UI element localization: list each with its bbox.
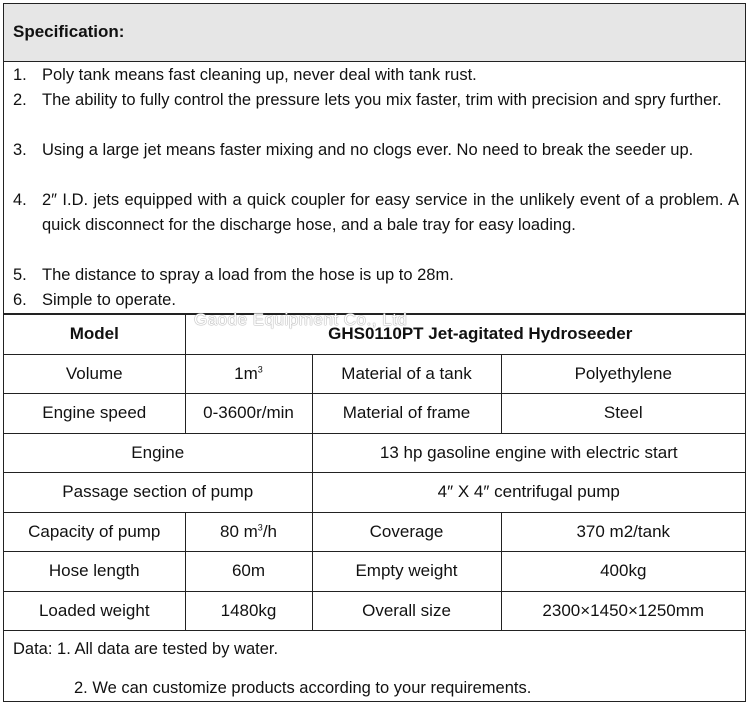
overall-size-label: Overall size: [312, 591, 501, 631]
table-row: [4, 354, 745, 394]
table-row: [4, 433, 745, 473]
table-row: [4, 394, 745, 434]
pump-capacity-label: Capacity of pump: [4, 512, 185, 552]
loaded-weight-value: 1480kg: [185, 591, 312, 631]
engine-speed-value: 0-3600r/min: [185, 394, 312, 434]
hose-length-value: 60m: [185, 552, 312, 592]
volume-label: Volume: [4, 354, 185, 394]
spec-table: [4, 314, 745, 631]
list-item: 4. 2″ I.D. jets equipped with a quick coupler for easy service in the unlikely event of a problem. A quick disconnect for the discharge hose, and a bale tray for easy loading.: [13, 191, 739, 234]
engine-value: 13 hp gasoline engine with electric start: [312, 433, 745, 473]
coverage-label: Coverage: [312, 512, 501, 552]
spec-title: Specification:: [13, 22, 125, 41]
coverage-value: 370 m2/tank: [501, 512, 745, 552]
volume-value: $1m^3$: [185, 354, 312, 394]
engine-speed-label: Engine speed: [4, 394, 185, 434]
note-line-2: 2. We can customize products according to your requirements.: [74, 679, 532, 697]
table-row: [4, 512, 745, 552]
spec-header: [4, 4, 745, 62]
frame-material-value: Steel: [501, 394, 745, 434]
loaded-weight-label: Loaded weight: [4, 591, 185, 631]
tank-material-value: Polyethylene: [501, 354, 745, 394]
hose-length-label: Hose length: [4, 552, 185, 592]
table-row: [4, 473, 745, 513]
notes: [4, 631, 745, 703]
pump-capacity-value: 80 $m^3/h$: [185, 512, 312, 552]
passage-label: Passage section of pump: [4, 473, 312, 513]
model-value: GHS0110PT Jet-agitated Hydroseeder: [185, 315, 745, 355]
tank-material-label: Material of a tank: [312, 354, 501, 394]
note-line-1: Data: 1. All data are tested by water.: [13, 640, 279, 658]
list-item: 1. Poly tank means fast cleaning up, never deal with tank rust.: [13, 66, 477, 84]
model-label: Model: [4, 315, 185, 355]
list-item: 5. The distance to spray a load from the hose is up to 28m.: [13, 266, 454, 284]
watermark: Gaode Equipment Co., Ltd: [194, 310, 408, 329]
specification-sheet: [3, 3, 746, 702]
feature-list: [4, 62, 745, 314]
empty-weight-value: 400kg: [501, 552, 745, 592]
empty-weight-label: Empty weight: [312, 552, 501, 592]
frame-material-label: Material of frame: [312, 394, 501, 434]
list-item: 3. Using a large jet means faster mixing and no clogs ever. No need to break the seeder up.: [13, 141, 694, 159]
overall-size-value: 2300×1450×1250mm: [501, 591, 745, 631]
table-row: [4, 591, 745, 631]
passage-value: 4″ X 4″ centrifugal pump: [312, 473, 745, 513]
engine-label: Engine: [4, 433, 312, 473]
list-item: 6. Simple to operate.: [13, 291, 176, 309]
table-row: [4, 552, 745, 592]
list-item: 2. The ability to fully control the pressure lets you mix faster, trim with precision and spry further.: [13, 91, 722, 109]
